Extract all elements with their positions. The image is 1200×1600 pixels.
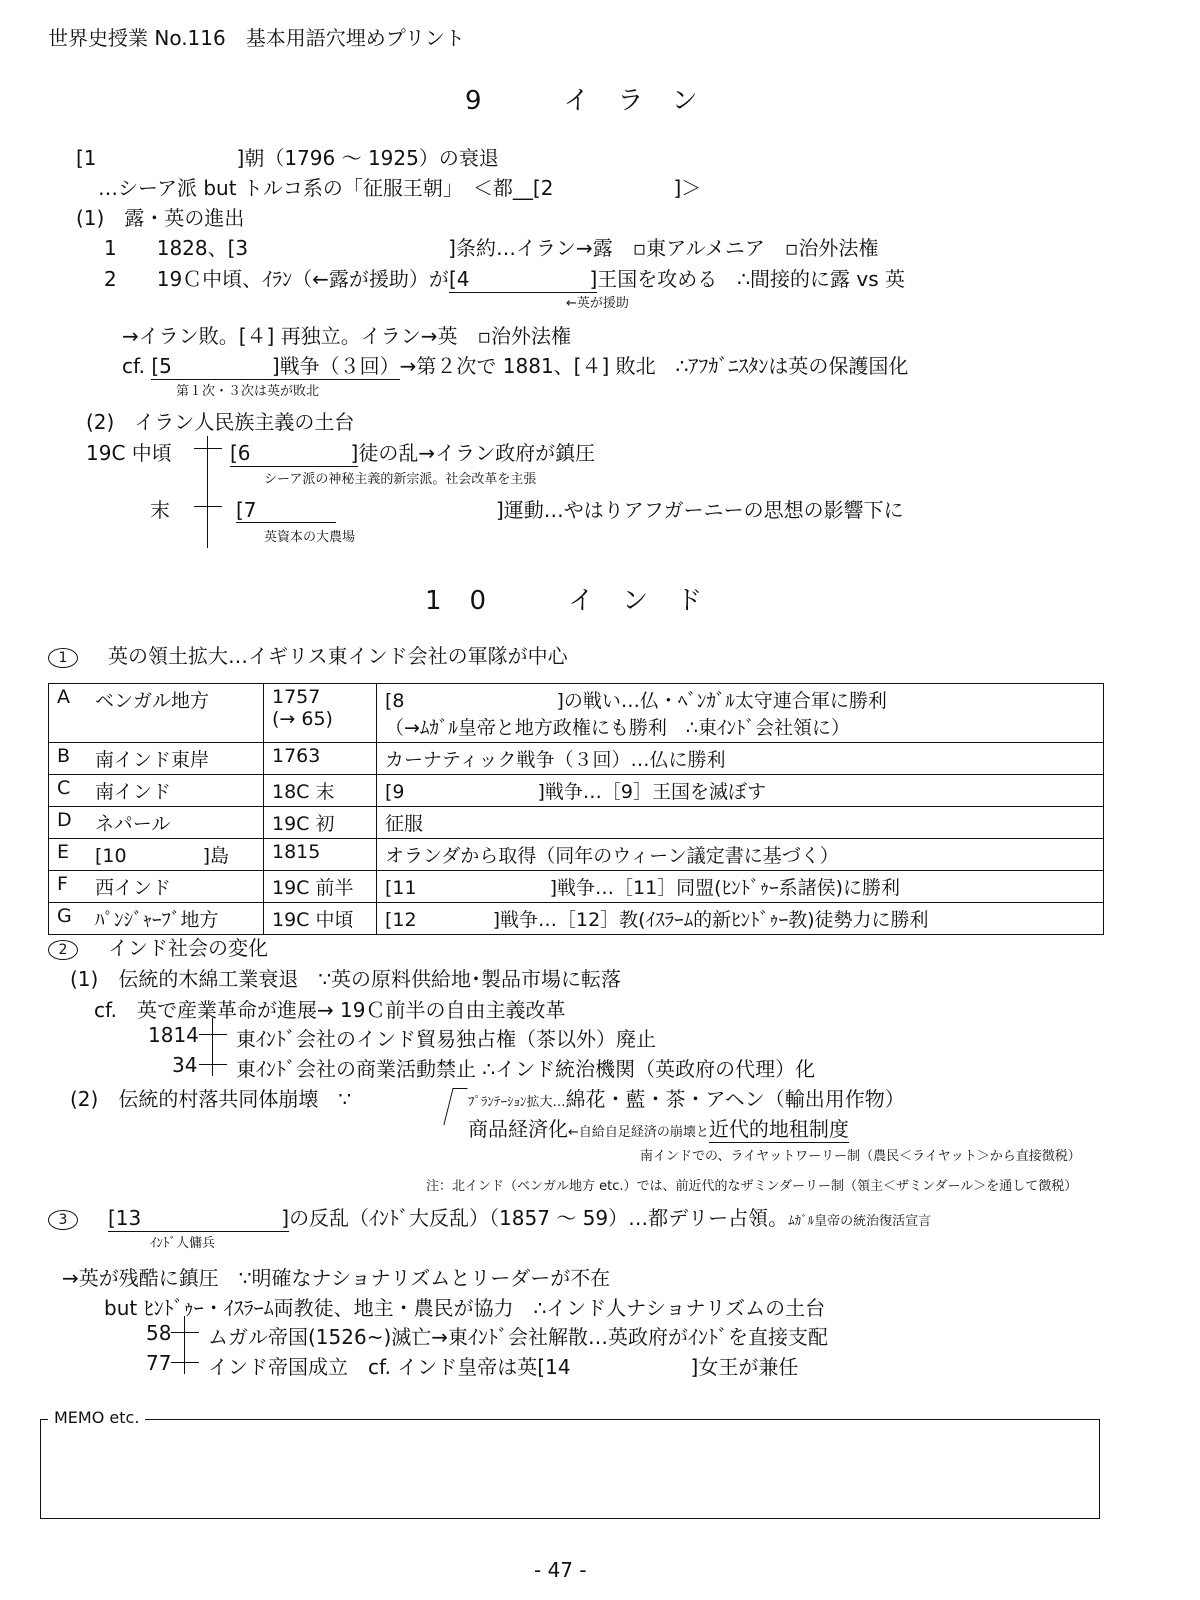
event-77: インド帝国成立 cf. インド皇帝は英[14 ]女王が兼任 bbox=[208, 1355, 799, 1379]
ryotwari-note: 南インドでの、ライヤットワーリー制（農民＜ライヤット＞から直接徴税） bbox=[640, 1149, 1081, 1164]
iran-item2-prefix: 2 19Ｃ中頃、ｲﾗﾝ（←露が援助）が bbox=[104, 267, 449, 291]
row-key: G bbox=[49, 903, 88, 935]
circled-number: 1 bbox=[48, 648, 78, 668]
reform-timeline-line bbox=[212, 1018, 213, 1076]
section-title-iran: 9 イラン bbox=[465, 86, 726, 116]
row-year: 19C 前半 bbox=[264, 871, 377, 903]
india-cf: cf. 英で産業革命が進展→ 19Ｃ前半の自由主義改革 bbox=[94, 998, 566, 1022]
india-sec1-heading bbox=[48, 640, 568, 669]
iran-item2-suffix: 王国を攻める ∴間接的に露 vs 英 bbox=[597, 267, 905, 291]
row-event: オランダから取得（同年のウィーン議定書に基づく） bbox=[377, 839, 1104, 871]
empire-timeline-tick bbox=[171, 1332, 199, 1333]
reform-timeline-tick bbox=[199, 1034, 227, 1035]
india-sub2: (2) 伝統的村落共同体崩壊 ∵ bbox=[70, 1087, 352, 1111]
row-year: 1763 bbox=[264, 743, 377, 775]
commercial-economy: 商品経済化 bbox=[468, 1117, 568, 1141]
row-key: D bbox=[49, 807, 88, 839]
commercial-economy-line bbox=[468, 1113, 849, 1143]
row-region: ベンガル地方 bbox=[87, 684, 264, 743]
iran-cf-line bbox=[122, 350, 908, 380]
row-year: 19C 初 bbox=[264, 807, 377, 839]
india-sec2-title: インド社会の変化 bbox=[108, 936, 268, 960]
india-sec1-title: 英の領土拡大…イギリス東インド会社の軍隊が中心 bbox=[108, 644, 568, 668]
iran-date-end: 末 bbox=[150, 498, 170, 522]
table-row bbox=[49, 807, 1104, 839]
iran-timeline-tick bbox=[194, 506, 222, 507]
table-row bbox=[49, 903, 1104, 935]
blank-6: [6 ] bbox=[230, 437, 358, 467]
row-region: 南インド bbox=[87, 775, 264, 807]
brace-mark bbox=[443, 1088, 467, 1125]
iran-row7-note: 英資本の大農場 bbox=[264, 530, 356, 545]
row-region: 西インド bbox=[87, 871, 264, 903]
row-region: 南インド東岸 bbox=[87, 743, 264, 775]
iran-timeline-tick bbox=[194, 448, 222, 449]
year-58: 58 bbox=[146, 1321, 172, 1345]
section-title-india: 10 インド bbox=[425, 586, 731, 616]
reform-timeline-tick bbox=[199, 1064, 227, 1065]
table-row bbox=[49, 775, 1104, 807]
row-region: ネパール bbox=[87, 807, 264, 839]
row-year: 18C 末 bbox=[264, 775, 377, 807]
row-key: B bbox=[49, 743, 88, 775]
blank-5: [5 ] bbox=[151, 350, 279, 380]
table-row bbox=[49, 871, 1104, 903]
table-row bbox=[49, 743, 1104, 775]
india-sec3-line2: but ﾋﾝﾄﾞｩｰ・ｲｽﾗｰﾑ両教徒、地主・農民が協力 ∴インド人ナショナリズムの土台 bbox=[104, 1296, 826, 1320]
iran-timeline-line bbox=[207, 436, 208, 548]
blank-13: [13 ] bbox=[108, 1202, 289, 1232]
row-year: 19C 中頃 bbox=[264, 903, 377, 935]
iran-row6-note: シーア派の神秘主義的新宗派。社会改革を主張 bbox=[264, 472, 537, 487]
india-sec3-line1: →英が残酷に鎮圧 ∵明確なナショナリズムとリーダーが不在 bbox=[62, 1266, 611, 1290]
row-event: [11 ]戦争…［11］同盟(ﾋﾝﾄﾞｩｰ系諸侯)に勝利 bbox=[377, 871, 1104, 903]
table-row bbox=[49, 839, 1104, 871]
india-sec2-heading bbox=[48, 932, 268, 961]
row-event: カーナティック戦争（３回）…仏に勝利 bbox=[377, 743, 1104, 775]
iran-item2-note: ←英が援助 bbox=[566, 296, 629, 311]
blank-7: [7 bbox=[236, 498, 336, 523]
row-key: E bbox=[49, 839, 88, 871]
plantation-crops: 綿花・藍・茶・アヘン（輸出用作物） bbox=[565, 1087, 905, 1111]
event-58: ムガル帝国(1526~)滅亡→東ｲﾝﾄﾞ会社解散…英政府がｲﾝﾄﾞを直接支配 bbox=[208, 1325, 829, 1349]
iran-item2 bbox=[104, 263, 905, 293]
iran-line2: …シーア派 but トルコ系の「征服王朝」 ＜都__[2 ]＞ bbox=[98, 176, 702, 200]
iran-cf-note: 第１次・３次は英が敗北 bbox=[176, 384, 320, 399]
iran-date-mid19: 19C 中頃 bbox=[86, 441, 172, 465]
memo-label: MEMO etc. bbox=[48, 1408, 145, 1427]
cf-label: cf. bbox=[122, 354, 145, 378]
territory-table bbox=[48, 683, 1104, 935]
war-count: 戦争（３回） bbox=[280, 350, 400, 380]
row-event: [9 ]戦争…［9］王国を滅ぼす bbox=[377, 775, 1104, 807]
row-event-value: [8 ]の戦い…仏・ﾍﾞﾝｶﾞﾙ太守連合軍に勝利 bbox=[385, 690, 887, 712]
row-region: [10 ]島 bbox=[87, 839, 264, 871]
iran-item1: 1 1828、[3 ]条約…イラン→露 ▫東アルメニア ▫治外法権 bbox=[104, 236, 879, 260]
iran-row7 bbox=[236, 494, 904, 523]
sepoy-note: ｲﾝﾄﾞ人傭兵 bbox=[150, 1236, 216, 1251]
row-year-value: 1757 bbox=[272, 686, 321, 708]
rebellion-text: の反乱（ｲﾝﾄﾞ大反乱）（1857 ～ 59）…都デリー占領。 bbox=[289, 1206, 789, 1230]
plantation-line bbox=[468, 1083, 905, 1112]
row-region: ﾊﾟﾝｼﾞｬｰﾌﾞ地方 bbox=[87, 903, 264, 935]
iran-row7-text: ]運動…やはりアフガーニーの思想の影響下に bbox=[336, 498, 904, 522]
page-number: - 47 - bbox=[534, 1558, 587, 1582]
iran-line1: [1 ]朝（1796 ～ 1925）の衰退 bbox=[76, 146, 499, 170]
row-year-value2: (→ 65) bbox=[272, 708, 333, 730]
year-1814: 1814 bbox=[148, 1023, 199, 1047]
modern-land-tax: 近代的地租制度 bbox=[709, 1113, 849, 1143]
empire-timeline-line bbox=[184, 1316, 185, 1374]
zamindari-note: 注：北インド（ベンガル地方 etc.）では、前近代的なザミンダーリー制（領主＜ザミンダール＞を通して徴税） bbox=[426, 1179, 1078, 1194]
table-row bbox=[49, 684, 1104, 743]
iran-cf-suffix: →第２次で 1881、[４] 敗北 ∴ｱﾌｶﾞﾆｽﾀﾝは英の保護国化 bbox=[399, 354, 909, 378]
document-header: 世界史授業 No.116 基本用語穴埋めプリント bbox=[48, 26, 465, 50]
iran-row6-text: 徒の乱→イラン政府が鎮圧 bbox=[358, 441, 596, 465]
circled-number: 3 bbox=[48, 1210, 78, 1230]
row-key: F bbox=[49, 871, 88, 903]
commercial-economy-note: ←自給自足経済の崩壊と bbox=[568, 1125, 709, 1140]
year-77: 77 bbox=[146, 1351, 172, 1375]
row-key: C bbox=[49, 775, 88, 807]
india-sub1: (1) 伝統的木綿工業衰退 ∵英の原料供給地･製品市場に転落 bbox=[70, 967, 622, 991]
iran-subsection1: (1) 露・英の進出 bbox=[76, 206, 245, 230]
event-1814: 東ｲﾝﾄﾞ会社のインド貿易独占権（茶以外）廃止 bbox=[236, 1027, 656, 1051]
row-event: [12 ]戦争…［12］教(ｲｽﾗｰﾑ的新ﾋﾝﾄﾞｩｰ教)徒勢力に勝利 bbox=[377, 903, 1104, 935]
row-year bbox=[264, 684, 377, 743]
blank-4: [4 ] bbox=[449, 263, 597, 293]
iran-row6 bbox=[230, 437, 595, 467]
row-event-value2: （→ﾑｶﾞﾙ皇帝と地方政権にも勝利 ∴東ｲﾝﾄﾞ会社領に） bbox=[385, 717, 851, 739]
india-sec3-heading bbox=[48, 1202, 931, 1232]
event-34: 東ｲﾝﾄﾞ会社の商業活動禁止 ∴インド統治機関（英政府の代理）化 bbox=[236, 1057, 816, 1081]
row-event: 征服 bbox=[377, 807, 1104, 839]
empire-timeline-tick bbox=[171, 1362, 199, 1363]
plantation-label: ﾌﾟﾗﾝﾃｰｼｮﾝ拡大… bbox=[468, 1095, 566, 1110]
year-34: 34 bbox=[172, 1053, 198, 1077]
row-event bbox=[377, 684, 1104, 743]
circled-number: 2 bbox=[48, 940, 78, 960]
mughal-restoration: ﾑｶﾞﾙ皇帝の統治復活宣言 bbox=[788, 1214, 932, 1229]
row-year: 1815 bbox=[264, 839, 377, 871]
row-key: A bbox=[49, 684, 88, 743]
memo-box[interactable] bbox=[40, 1419, 1100, 1519]
iran-line3: →イラン敗。[４] 再独立。イラン→英 ▫治外法権 bbox=[122, 324, 572, 348]
iran-subsection2: (2) イラン人民族主義の土台 bbox=[86, 410, 355, 434]
